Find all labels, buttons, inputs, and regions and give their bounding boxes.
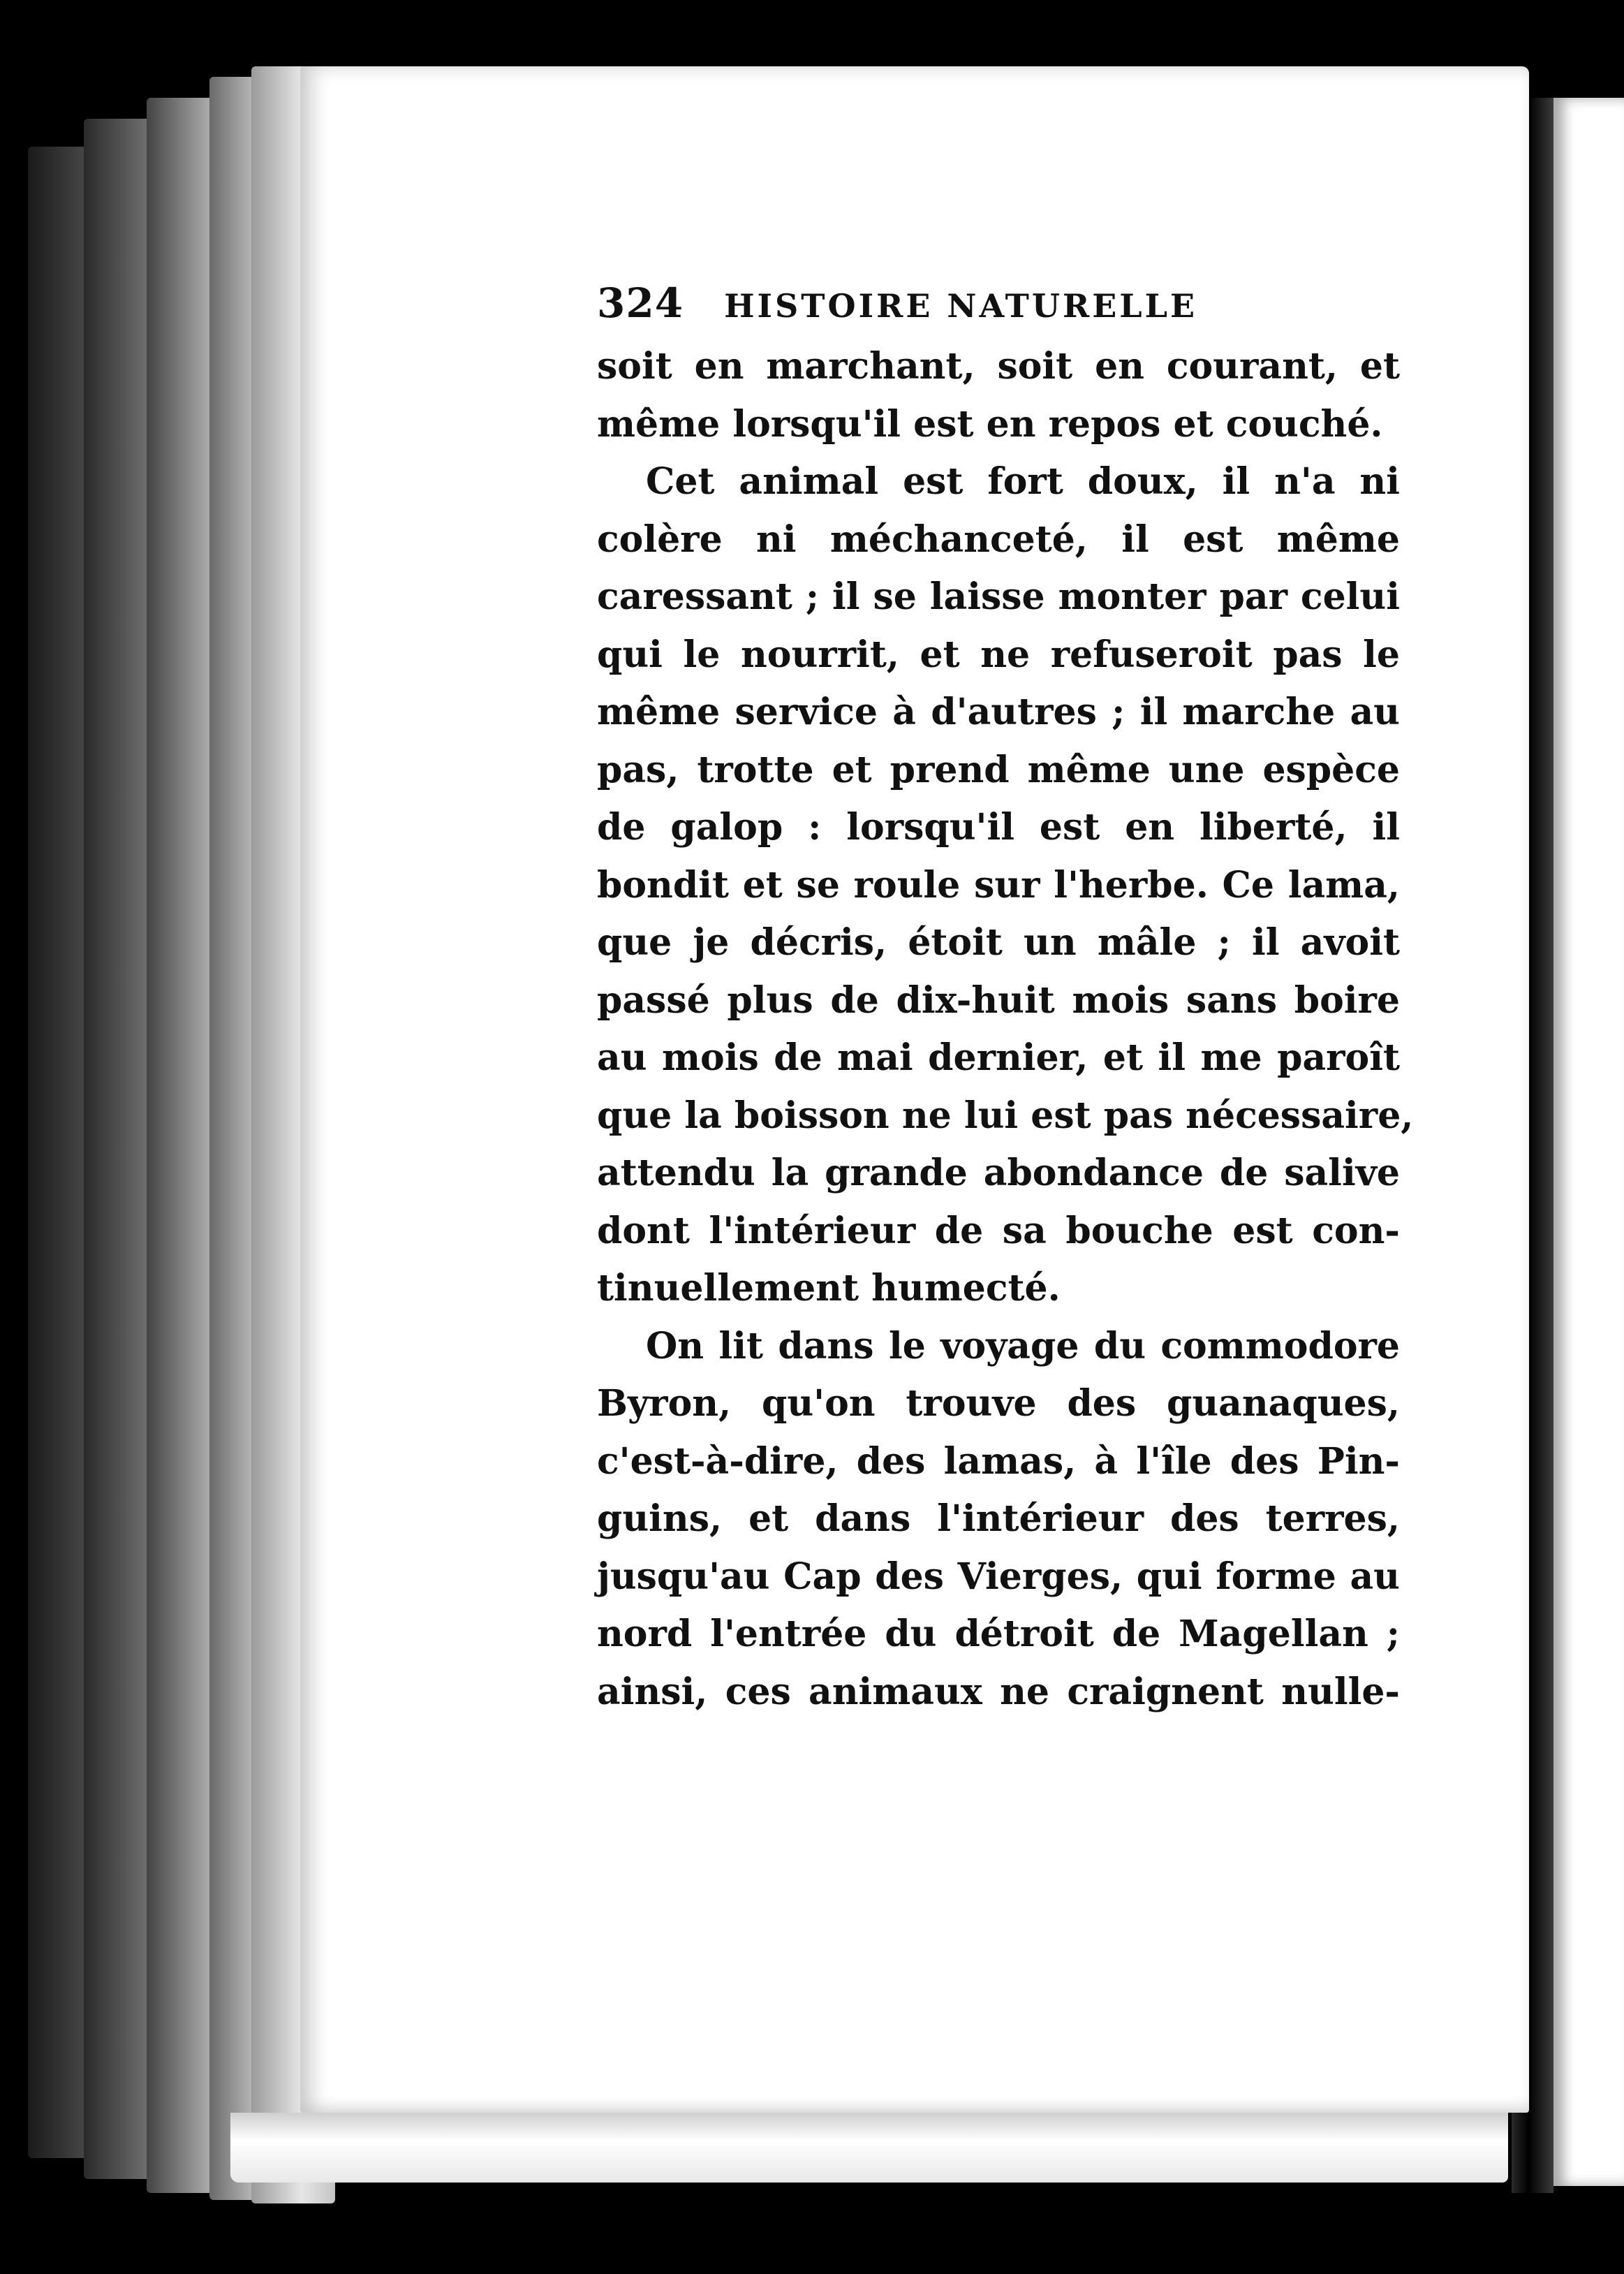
text-line: c'est-à-dire, des lamas, à l'île des Pin- <box>597 1439 1400 1483</box>
text-line: Cet animal est fort doux, il n'a ni <box>646 460 1400 503</box>
text-line: attendu la grande abondance de salive <box>597 1152 1400 1194</box>
text-line: Byron, qu'on trouve des guanaques, <box>597 1382 1400 1425</box>
text-line: soit en marchant, soit en courant, et <box>597 345 1400 388</box>
text-line: que je décris, étoit un mâle ; il avoit <box>597 921 1400 964</box>
text-line: passé plus de dix-huit mois sans boire <box>597 978 1400 1022</box>
page-text-block <box>597 279 1414 1721</box>
text-line: nord l'entrée du détroit de Magellan ; <box>597 1613 1400 1655</box>
text-line: guins, et dans l'intérieur des terres, <box>597 1497 1400 1540</box>
text-line: jusqu'au Cap des Vierges, qui forme au <box>597 1555 1400 1598</box>
page-bottom-edge <box>230 2113 1508 2183</box>
text-line: au mois de mai dernier, et il me paroît <box>597 1036 1400 1079</box>
text-line: colère ni méchanceté, il est même <box>597 518 1400 561</box>
text-line: de galop : lorsqu'il est en liberté, il <box>597 806 1400 849</box>
text-line: dont l'intérieur de sa bouche est con- <box>597 1209 1400 1252</box>
text-line: caressant ; il se laisse monter par celui <box>597 575 1400 618</box>
text-line: On lit dans le voyage du commodore <box>646 1324 1400 1367</box>
text-line: qui le nourrit, et ne refuseroit pas le <box>597 633 1400 676</box>
facing-page-edge <box>1553 98 1624 2186</box>
running-head <box>597 279 1400 334</box>
text-line: que la boisson ne lui est pas nécessaire, <box>597 1094 1414 1137</box>
text-line: bondit et se roule sur l'herbe. Ce lama, <box>597 863 1400 907</box>
text-line: même service à d'autres ; il marche au <box>597 691 1400 733</box>
page-number: 324 <box>597 279 684 327</box>
text-line: pas, trotte et prend même une espèce <box>597 748 1400 791</box>
running-head-title: HISTOIRE NATURELLE <box>724 287 1198 325</box>
text-line: ainsi, ces animaux ne craignent nulle- <box>597 1670 1400 1713</box>
text-line: tinuellement humecté. <box>597 1267 1061 1310</box>
text-line: même lorsqu'il est en repos et couché. <box>597 402 1383 446</box>
